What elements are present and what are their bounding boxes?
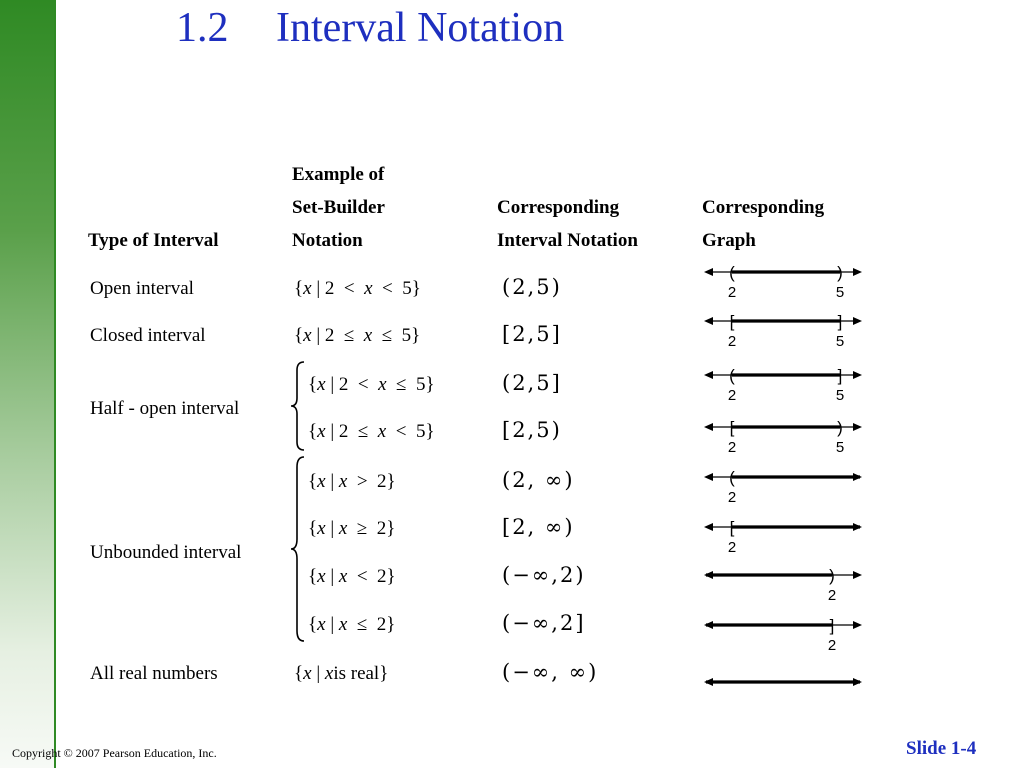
title-text: Interval Notation [276, 5, 565, 51]
setbuilder-part: { [308, 421, 318, 442]
setbuilder-part: x [317, 421, 326, 442]
number-line-graph-5 [700, 518, 870, 562]
header-type-line1 [88, 158, 219, 191]
setbuilder-part: | [325, 566, 339, 587]
setbuilder-part: x [364, 278, 373, 299]
setbuilder-part: ≤ 5} [386, 374, 435, 395]
setbuilder-part: x [338, 518, 348, 539]
arrow-left-icon [704, 423, 713, 431]
sidebar-divider [54, 0, 56, 768]
type-closed-interval: Closed interval [90, 325, 206, 346]
header-interval-line2: Corresponding [497, 197, 620, 218]
right-endpoint-label: 5 [835, 284, 845, 301]
setbuilder-part: { [308, 518, 318, 539]
number-line-graph-4 [700, 468, 870, 512]
arrow-left-icon [704, 317, 713, 325]
arrow-right-icon [853, 268, 862, 276]
left-endpoint-bracket: [ [729, 518, 735, 537]
interval-notation-2: (2,5] [502, 371, 562, 395]
setbuilder-part: { [308, 566, 318, 587]
number-line-graph-8 [700, 673, 870, 717]
section-number: 1.2 [176, 5, 229, 51]
setbuilder-part: x [338, 614, 348, 635]
arrow-right-icon [853, 621, 862, 629]
setbuilder-part: > 2} [347, 471, 396, 492]
header-graph-line1 [702, 158, 824, 191]
setbuilder-part: | [325, 471, 339, 492]
interval-notation-8: (−∞, ∞) [502, 660, 599, 684]
setbuilder-2 [308, 373, 435, 397]
right-endpoint-label: 5 [835, 387, 845, 404]
arrow-left-icon [704, 371, 713, 379]
setbuilder-part: x [303, 663, 312, 684]
header-graph-line3: Graph [702, 230, 756, 251]
setbuilder-4 [308, 470, 396, 494]
copyright: Copyright © 2007 Pearson Education, Inc. [12, 746, 217, 760]
number-line-graph-1 [700, 312, 870, 356]
left-endpoint-label: 2 [727, 489, 737, 506]
setbuilder-part: | [325, 518, 339, 539]
header-interval [497, 158, 638, 257]
right-endpoint-label: 2 [827, 587, 837, 604]
setbuilder-part: | [325, 614, 339, 635]
setbuilder-part: x [317, 518, 326, 539]
setbuilder-part: ≥ 2} [347, 518, 396, 539]
arrow-right-icon [853, 371, 862, 379]
left-endpoint-bracket: ( [729, 263, 735, 282]
header-setbuilder-line2: Set-Builder [292, 197, 385, 218]
right-endpoint-bracket: ) [837, 418, 843, 437]
brace-half-open [288, 360, 308, 452]
setbuilder-part: | 2 < [311, 278, 365, 299]
header-setbuilder [292, 158, 385, 257]
number-line-graph-6 [700, 566, 870, 610]
setbuilder-part: | 2 ≤ [325, 421, 378, 442]
left-endpoint-bracket: ( [729, 366, 735, 385]
left-endpoint-bracket: [ [729, 312, 735, 331]
setbuilder-part: { [294, 663, 304, 684]
left-endpoint-label: 2 [727, 439, 737, 456]
setbuilder-part: | 2 ≤ [311, 325, 364, 346]
arrow-left-icon [704, 473, 713, 481]
setbuilder-3 [308, 420, 435, 444]
setbuilder-7 [308, 613, 395, 637]
type-half-open-interval: Half - open interval [90, 398, 240, 419]
setbuilder-part: x [317, 374, 326, 395]
interval-notation-7: (−∞,2] [502, 611, 586, 635]
number-line-graph-0 [700, 263, 870, 307]
right-endpoint-bracket: ] [837, 366, 843, 385]
setbuilder-part: | [311, 663, 325, 684]
right-endpoint-label: 2 [827, 637, 837, 654]
setbuilder-part: ≤ 2} [347, 614, 396, 635]
header-interval-line3: Interval Notation [497, 230, 638, 251]
interval-notation-5: [2, ∞) [502, 515, 575, 539]
setbuilder-part: { [308, 614, 318, 635]
header-interval-line1 [497, 158, 638, 191]
left-endpoint-label: 2 [727, 387, 737, 404]
setbuilder-part: x [338, 471, 348, 492]
setbuilder-part: x [303, 278, 312, 299]
left-endpoint-label: 2 [727, 539, 737, 556]
right-endpoint-label: 5 [835, 333, 845, 350]
setbuilder-part: { [308, 374, 318, 395]
setbuilder-part: { [294, 325, 304, 346]
setbuilder-part: { [294, 278, 304, 299]
header-type [88, 158, 219, 257]
arrow-right-icon [853, 571, 862, 579]
right-endpoint-bracket: ) [837, 263, 843, 282]
arrow-left-icon [704, 523, 713, 531]
header-setbuilder-line3: Notation [292, 230, 363, 251]
setbuilder-part: x [363, 325, 373, 346]
right-endpoint-bracket: ) [829, 566, 835, 585]
arrow-right-icon [853, 317, 862, 325]
left-endpoint-label: 2 [727, 333, 737, 350]
header-graph-line2: Corresponding [702, 197, 825, 218]
setbuilder-part: x [338, 566, 348, 587]
brace-unbounded [288, 455, 308, 643]
header-setbuilder-line1: Example of [292, 164, 385, 185]
setbuilder-5 [308, 517, 395, 541]
number-line-graph-7 [700, 616, 870, 660]
arrow-left-icon [704, 268, 713, 276]
arrow-right-icon [853, 423, 862, 431]
interval-notation-0: (2,5) [502, 275, 562, 299]
setbuilder-1 [294, 324, 420, 348]
setbuilder-part: is real} [333, 663, 389, 684]
sidebar-gradient [0, 0, 54, 768]
type-all-real-numbers: All real numbers [90, 663, 218, 684]
setbuilder-part: < 5} [372, 278, 421, 299]
setbuilder-part: x [317, 471, 326, 492]
setbuilder-part: x [317, 566, 326, 587]
setbuilder-part: x [377, 421, 387, 442]
interval-notation-3: [2,5) [502, 418, 562, 442]
left-endpoint-label: 2 [727, 284, 737, 301]
right-endpoint-label: 5 [835, 439, 845, 456]
header-graph [702, 158, 824, 257]
setbuilder-part: ≤ 5} [372, 325, 421, 346]
setbuilder-8 [294, 662, 388, 686]
type-unbounded-interval: Unbounded interval [90, 542, 242, 563]
slide-title [176, 4, 564, 52]
header-type-line3: Type of Interval [88, 230, 219, 251]
setbuilder-part: < 5} [386, 421, 435, 442]
type-open-interval: Open interval [90, 278, 194, 299]
number-line-graph-3 [700, 418, 870, 462]
left-endpoint-bracket: [ [729, 418, 735, 437]
number-line-graph-2 [700, 366, 870, 410]
setbuilder-0 [294, 277, 421, 301]
right-endpoint-bracket: ] [837, 312, 843, 331]
right-endpoint-bracket: ] [829, 616, 835, 635]
setbuilder-part: x [317, 614, 326, 635]
setbuilder-part: { [308, 471, 318, 492]
interval-notation-4: (2, ∞) [502, 468, 575, 492]
interval-notation-1: [2,5] [502, 322, 562, 346]
interval-notation-6: (−∞,2) [502, 563, 586, 587]
setbuilder-part: x [303, 325, 312, 346]
left-endpoint-bracket: ( [729, 468, 735, 487]
setbuilder-part: x [378, 374, 387, 395]
slide-number: Slide 1-4 [906, 738, 977, 759]
setbuilder-part: < 2} [347, 566, 396, 587]
setbuilder-part: x [324, 663, 334, 684]
header-type-line2 [88, 191, 219, 224]
setbuilder-part: | 2 < [325, 374, 379, 395]
setbuilder-6 [308, 565, 396, 589]
